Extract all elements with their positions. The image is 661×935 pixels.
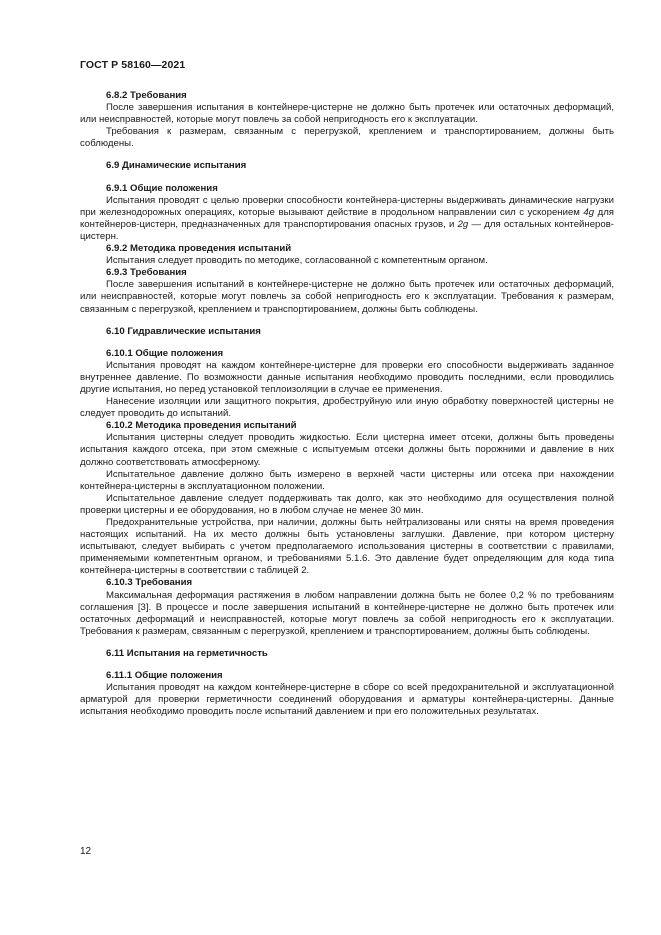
paragraph: Испытания цистерны следует проводить жидкостью. Если цистерна имеет отсеки, должны быть проведены испытания каждого отсека, при этом смежные с испытуемым отсеки должны быть порожними и давление в них должно соответствовать атмосферному. (80, 432, 614, 468)
paragraph: Предохранительные устройства, при наличии, должны быть нейтрализованы или сняты на время проведения настоящих испытаний. На их место должны быть установлены заглушки. Давление, при котором цистерну испытывают, следует выбирать с учетом предполагаемого использования цистерны в соответствии с правилами, применяемыми компетентным органом, и требованиями 5.1.6. Это давление будет определяющим для кода типа контейнера-цистерны в соответствии с таблицей 2. (80, 517, 614, 577)
section-heading-6-9-2: 6.9.2 Методика проведения испытаний (106, 243, 292, 255)
section-heading-6-10-3: 6.10.3 Требования (106, 577, 193, 589)
paragraph: Максимальная деформация растяжения в любом направлении должна быть не более 0,2 % по требованиям соглашения [3]. В процессе и после завершения испытаний в контейнере-цистерне не должно быть протечек или остаточных деформаций и неисправностей, которые могут повлечь за собой непригодность его к эксплуатации. Требования к размерам, связанным с перегрузкой, креплением и транспортированием, должны быть соблюдены. (80, 589, 614, 637)
paragraph: Испытательное давление должно быть измерено в верхней части цистерны или отсека при нахождении контейнера-цистерны в эксплуатационном положении. (80, 468, 614, 492)
section-heading-6-8-2: 6.8.2 Требования (106, 90, 187, 101)
section-heading-6-11: 6.11 Испытания на герметичность (106, 647, 268, 659)
paragraph: После завершения испытаний в контейнере-цистерне не должно быть протечек или остаточных деформаций, или неисправностей, которые могут повлечь за собой непригодность его к эксплуатации. Требования к размерам, связанным с перегрузкой, креплением и транспортированием, должны быть соблюдены. (80, 279, 614, 315)
section-heading-6-10-1: 6.10.1 Общие положения (106, 347, 224, 359)
paragraph: Испытания следует проводить по методике, согласованной с компетентным органом. (106, 255, 488, 267)
section-heading-6-10: 6.10 Гидравлические испытания (106, 325, 261, 337)
paragraph: Требования к размерам, связанным с перегрузкой, креплением и транспортированием, должны быть соблюдены. (80, 126, 614, 150)
section-heading-6-10-2: 6.10.2 Методика проведения испытаний (106, 420, 297, 432)
paragraph: Испытательное давление следует поддерживать так долго, как это необходимо для осуществления полной проверки цистерны и ее оборудования, но в любом случае не менее 30 мин. (80, 492, 614, 516)
paragraph: Испытания проводят на каждом контейнере-цистерне для проверки его способности выдерживать заданное внутреннее давление. По возможности данные испытания необходимо проводить последними, если проводились другие испытания, но перед установкой теплоизоляции в случае ее применения. (80, 359, 614, 395)
section-heading-6-9-3: 6.9.3 Требования (106, 267, 187, 279)
section-heading-6-9-1: 6.9.1 Общие положения (106, 182, 218, 194)
section-heading-6-9: 6.9 Динамические испытания (106, 160, 247, 172)
section-heading-6-11-1: 6.11.1 Общие положения (106, 670, 223, 682)
paragraph: После завершения испытания в контейнере-цистерне не должно быть протечек или остаточных деформаций, или неисправностей, которые могут повлечь за собой непригодность его к эксплуатации. (80, 102, 614, 126)
paragraph: Испытания проводят на каждом контейнере-цистерне в сборе со всей предохранительной и эксплуатационной арматурой для проверки герметичности соединений оборудования и арматуры контейнера-цистерны. Данные испытания необходимо проводить после испытаний давлением и при его положительных результатах. (80, 682, 614, 718)
paragraph: Испытания проводят с целью проверки способности контейнера-цистерны выдерживать динамические нагрузки при железнодорожных операциях, которые вызывают действие в продольном направлении сил с ускорением 4g для контейнеров-цистерн, предназначенных для транспортирования опасных грузов, и 2g — для остальных контейнеров-цистерн. (80, 194, 614, 242)
document-header: ГОСТ Р 58160—2021 (80, 59, 186, 71)
paragraph: Нанесение изоляции или защитного покрытия, дробеструйную или иную обработку поверхностей цистерны не следует проводить до испытаний. (80, 396, 614, 420)
document-body (80, 90, 614, 718)
page-number: 12 (80, 846, 92, 857)
